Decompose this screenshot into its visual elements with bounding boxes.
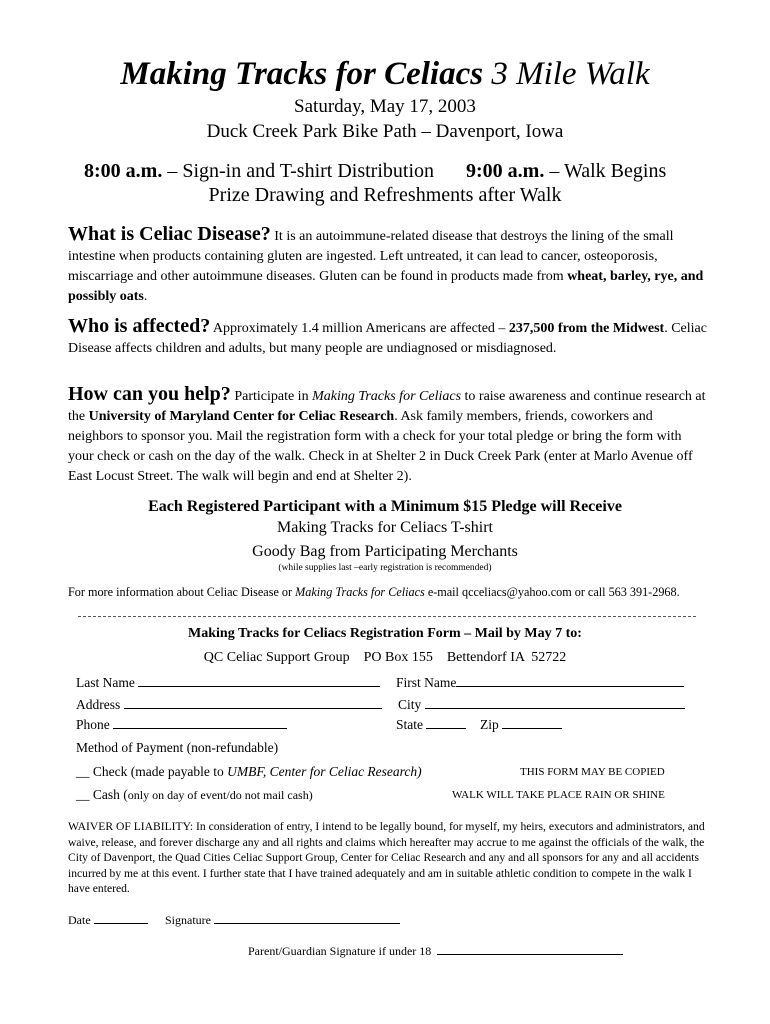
signature-blank[interactable] — [214, 911, 400, 924]
first-name-field[interactable]: First Name — [396, 674, 684, 691]
section-who: Who is affected? Approximately 1.4 million Americans are affected – 237,500 from the Midwest. Celiac Disease affects children and adults, but many people are undiagnosed or misdiagnosed. — [68, 315, 707, 356]
check-option[interactable]: __ Check (made payable to UMBF, Center for Celiac Research) — [76, 764, 422, 779]
last-name-field[interactable]: Last Name — [76, 674, 380, 691]
section-how: How can you help? Participate in Making Tracks for Celiacs to raise awareness and continue research at the University of Maryland Center for Celiac Research. Ask family members, friends, coworkers and neighbors to sponsor you. Mail the registration form with a check for your total pledge or bring the form with your check or cash on the day of the walk. Check in at Shelter 2 in Duck Creek Park (enter at Marlo Avenue off East Locust Street. The walk will begin and end at Shelter 2). — [68, 383, 706, 484]
schedule-walk: 9:00 a.m. – Walk Begins — [466, 160, 667, 182]
copy-notice: THIS FORM MAY BE COPIED — [520, 766, 665, 778]
date-field[interactable]: Date — [68, 911, 148, 928]
state-field[interactable]: State — [396, 716, 466, 733]
section-heading: What is Celiac Disease? — [68, 223, 271, 245]
phone-field[interactable]: Phone — [76, 716, 287, 733]
city-blank[interactable] — [425, 696, 685, 709]
cut-line — [78, 616, 696, 617]
pledge-note: (while supplies last –early registration is recommended) — [278, 563, 492, 573]
first-name-blank[interactable] — [456, 674, 684, 687]
pledge-heading: Each Registered Participant with a Minimum $15 Pledge will Receive — [148, 498, 622, 515]
waiver-text: WAIVER OF LIABILITY: In consideration of entry, I intend to be legally bound, for myself, my heirs, executors and administrators, and waive, release, and forever discharge any and all rights and claims which hereafter may accrue to me against the officials of the walk, the City of Davenport, the Quad Cities Celiac Support Group, Center for Celiac Research and any and all sponsors for any and all accidents incurred by me at this event. I further state that I have trained adequately and am in suitable athletic condition to compete in the walk I have entered. — [68, 820, 705, 895]
guardian-signature-field[interactable]: Parent/Guardian Signature if under 18 — [248, 942, 623, 959]
page-title: Making Tracks for Celiacs 3 Mile Walk — [120, 56, 650, 92]
section-heading: Who is affected? — [68, 315, 211, 337]
pledge-item-tshirt: Making Tracks for Celiacs T-shirt — [277, 519, 493, 536]
event-date: Saturday, May 17, 2003 — [294, 96, 476, 117]
city-field[interactable]: City — [398, 696, 685, 713]
phone-blank[interactable] — [113, 716, 287, 729]
signature-field[interactable]: Signature — [165, 911, 400, 928]
event-location: Duck Creek Park Bike Path – Davenport, Iowa — [206, 121, 564, 142]
payment-label: Method of Payment (non-refundable) — [76, 740, 279, 755]
rain-notice: WALK WILL TAKE PLACE RAIN OR SHINE — [452, 789, 665, 801]
address-field[interactable]: Address — [76, 696, 382, 713]
schedule-after: Prize Drawing and Refreshments after Walk — [208, 184, 562, 206]
info-line: For more information about Celiac Disease or Making Tracks for Celiacs e-mail qcceliacs@yahoo.com or call 563 391-2968. — [68, 585, 680, 599]
last-name-blank[interactable] — [138, 674, 380, 687]
guardian-signature-blank[interactable] — [437, 942, 623, 955]
cash-option[interactable]: __ Cash (only on day of event/do not mail cash) — [76, 787, 313, 802]
address-blank[interactable] — [124, 696, 382, 709]
zip-blank[interactable] — [502, 716, 562, 729]
state-blank[interactable] — [426, 716, 466, 729]
schedule-signin: 8:00 a.m. – Sign-in and T-shirt Distribution — [84, 160, 435, 182]
pledge-item-goodybag: Goody Bag from Participating Merchants — [252, 543, 518, 560]
zip-field[interactable]: Zip — [480, 716, 562, 733]
date-blank[interactable] — [94, 911, 148, 924]
form-heading: Making Tracks for Celiacs Registration Form – Mail by May 7 to: — [188, 626, 582, 641]
section-heading: How can you help? — [68, 383, 231, 405]
form-mail-address: QC Celiac Support Group PO Box 155 Bettendorf IA 52722 — [203, 650, 567, 665]
section-what: What is Celiac Disease? It is an autoimmune-related disease that destroys the lining of the small intestine when products containing gluten are ingested. Left untreated, it can lead to cancer, osteoporosis, miscarriage and other autoimmune diseases. Gluten can be found in products made from wheat, barley, rye, and possibly oats. — [68, 223, 704, 304]
